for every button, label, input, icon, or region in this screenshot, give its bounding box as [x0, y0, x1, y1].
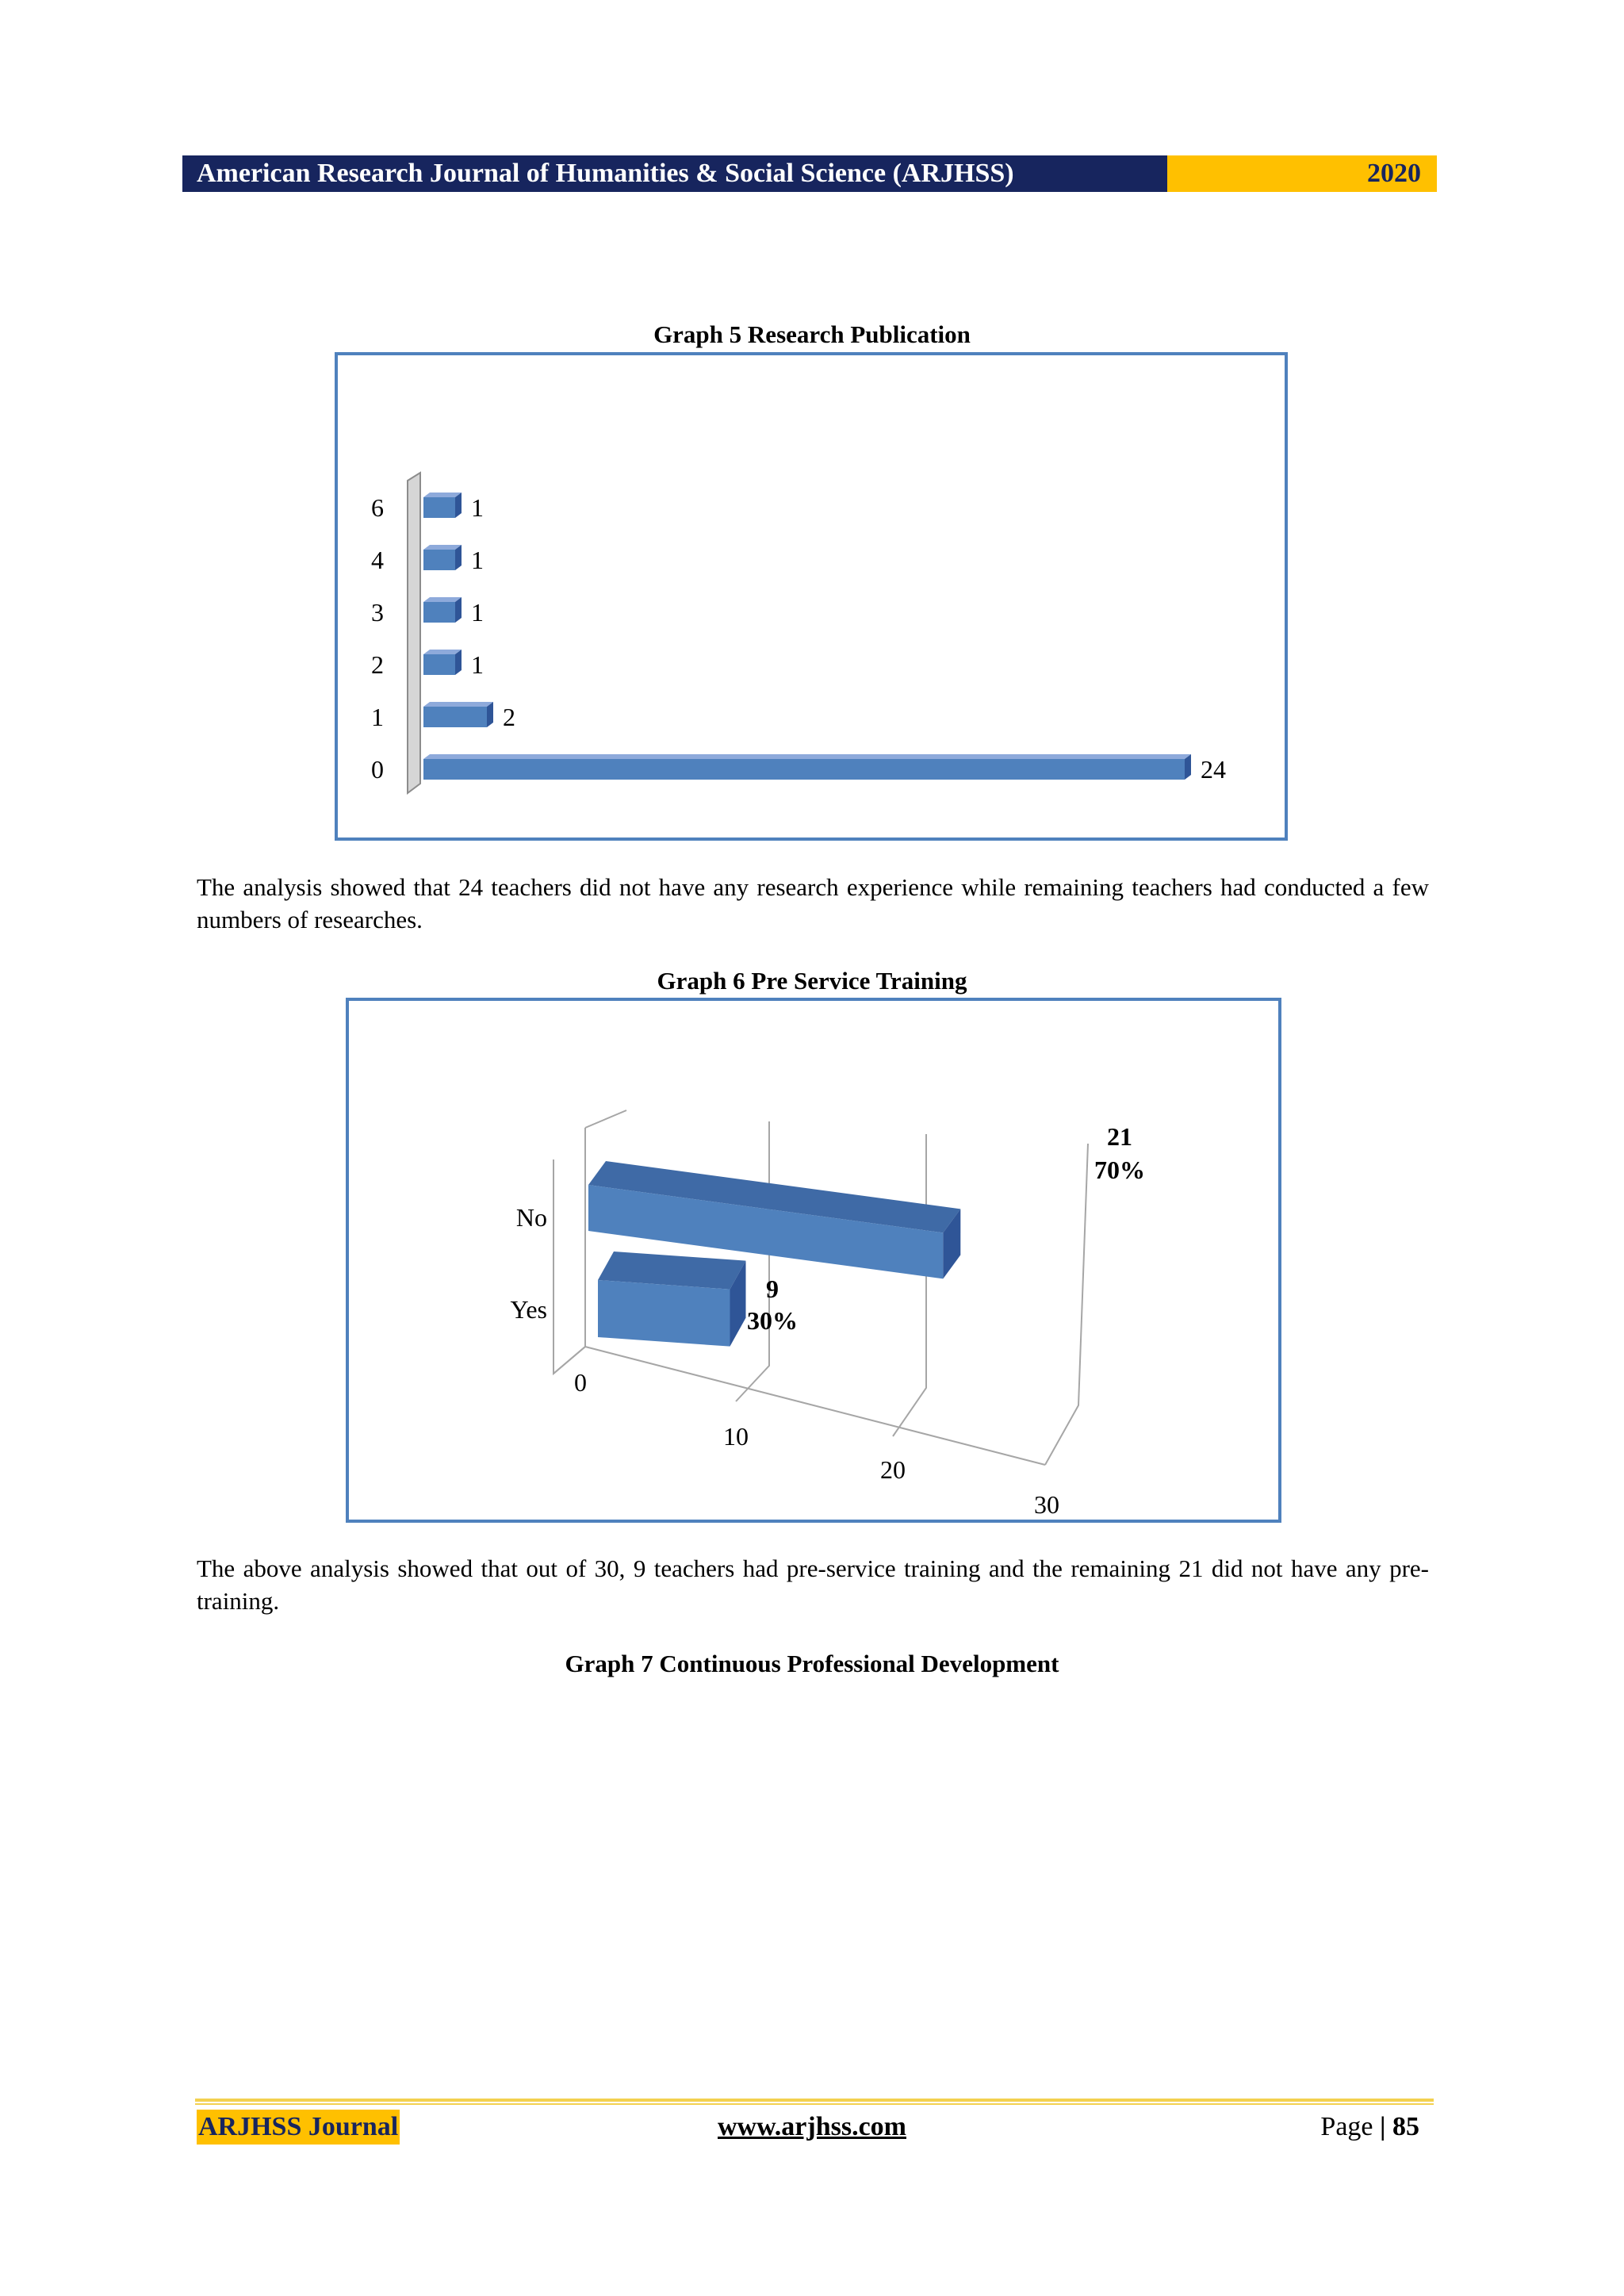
graph5-category-label: 6 [371, 493, 384, 522]
graph5-bar-chart [338, 355, 1285, 838]
paragraph-research: The analysis showed that 24 teachers did not have any research experience while remaining teachers had conducted a few numbers of researches. [197, 873, 1429, 933]
graph5-data-label: 1 [471, 650, 484, 679]
graph6-category-label: No [515, 1203, 547, 1232]
graph5-bar [423, 707, 487, 727]
graph5-bar [423, 497, 455, 518]
graph5-bar [423, 602, 455, 623]
graph5-axis-wall [408, 473, 420, 793]
paragraph-preservice: The above analysis showed that out of 30, 9 teachers had pre-service training and the remaining 21 did not have any pre-training. [197, 1554, 1429, 1615]
graph6-chart-frame [346, 998, 1281, 1523]
graph6-tick-label: 20 [880, 1455, 906, 1484]
graph5-category-label: 1 [371, 703, 384, 731]
graph6-bar-yes [598, 1280, 730, 1347]
graph5-chart-frame [335, 352, 1288, 841]
graph6-category-label: Yes [510, 1295, 547, 1324]
graph5-category-label: 3 [371, 598, 384, 627]
journal-header-title: American Research Journal of Humanities & Social Science (ARJHSS) [182, 155, 1167, 192]
footer-journal-name: ARJHSS Journal [197, 2110, 400, 2145]
graph5-bar [423, 759, 1185, 780]
graph6-gridline [893, 1134, 926, 1436]
graph5-bar-top [423, 702, 493, 707]
graph7-title: Graph 7 Continuous Professional Development [565, 1650, 1059, 1677]
graph6-side-wall [553, 1159, 585, 1374]
graph5-data-label: 1 [471, 493, 484, 522]
footer-page-label: Page [1320, 2112, 1373, 2141]
graph5-bar-top [423, 545, 462, 550]
graph5-data-label: 24 [1201, 755, 1226, 784]
graph6-gridline [585, 1110, 626, 1128]
graph5-data-label: 2 [503, 703, 515, 731]
graph5-bar-top [423, 493, 462, 497]
graph6-tick-label: 30 [1034, 1490, 1059, 1519]
graph5-category-label: 2 [371, 650, 384, 679]
footer-separator: | [1380, 2112, 1386, 2141]
footer-url-link[interactable]: www.arjhss.com [718, 2112, 906, 2141]
graph6-gridline [1045, 1144, 1088, 1465]
graph5-bar-top [423, 650, 462, 654]
graph5-bar-top [423, 597, 462, 602]
graph6-tick-label: 0 [574, 1368, 587, 1397]
graph6-3d-bar-chart [349, 1001, 1278, 1520]
graph6-floor-axis [585, 1347, 1045, 1465]
graph5-data-label: 1 [471, 546, 484, 574]
graph5-category-label: 0 [371, 755, 384, 784]
graph5-bar [423, 654, 455, 675]
footer-page-value: 85 [1392, 2112, 1419, 2141]
graph6-yes-percent-label: 30% [747, 1306, 798, 1335]
graph6-yes-value-label: 9 [766, 1274, 779, 1303]
footer-page-number [1320, 2110, 1419, 2145]
graph5-data-label: 1 [471, 598, 484, 627]
graph6-no-value-label: 21 [1107, 1122, 1132, 1151]
footer-rule [195, 2099, 1434, 2102]
graph5-category-label: 4 [371, 546, 384, 574]
graph5-bar [423, 550, 455, 570]
graph6-no-percent-label: 70% [1094, 1156, 1145, 1184]
graph5-title: Graph 5 Research Publication [653, 320, 971, 348]
footer-rule-thin [195, 2103, 1434, 2105]
journal-header-year: 2020 [1167, 155, 1437, 192]
graph6-title: Graph 6 Pre Service Training [657, 967, 967, 995]
graph5-bar-top [423, 754, 1191, 759]
graph6-tick-label: 10 [723, 1422, 749, 1451]
